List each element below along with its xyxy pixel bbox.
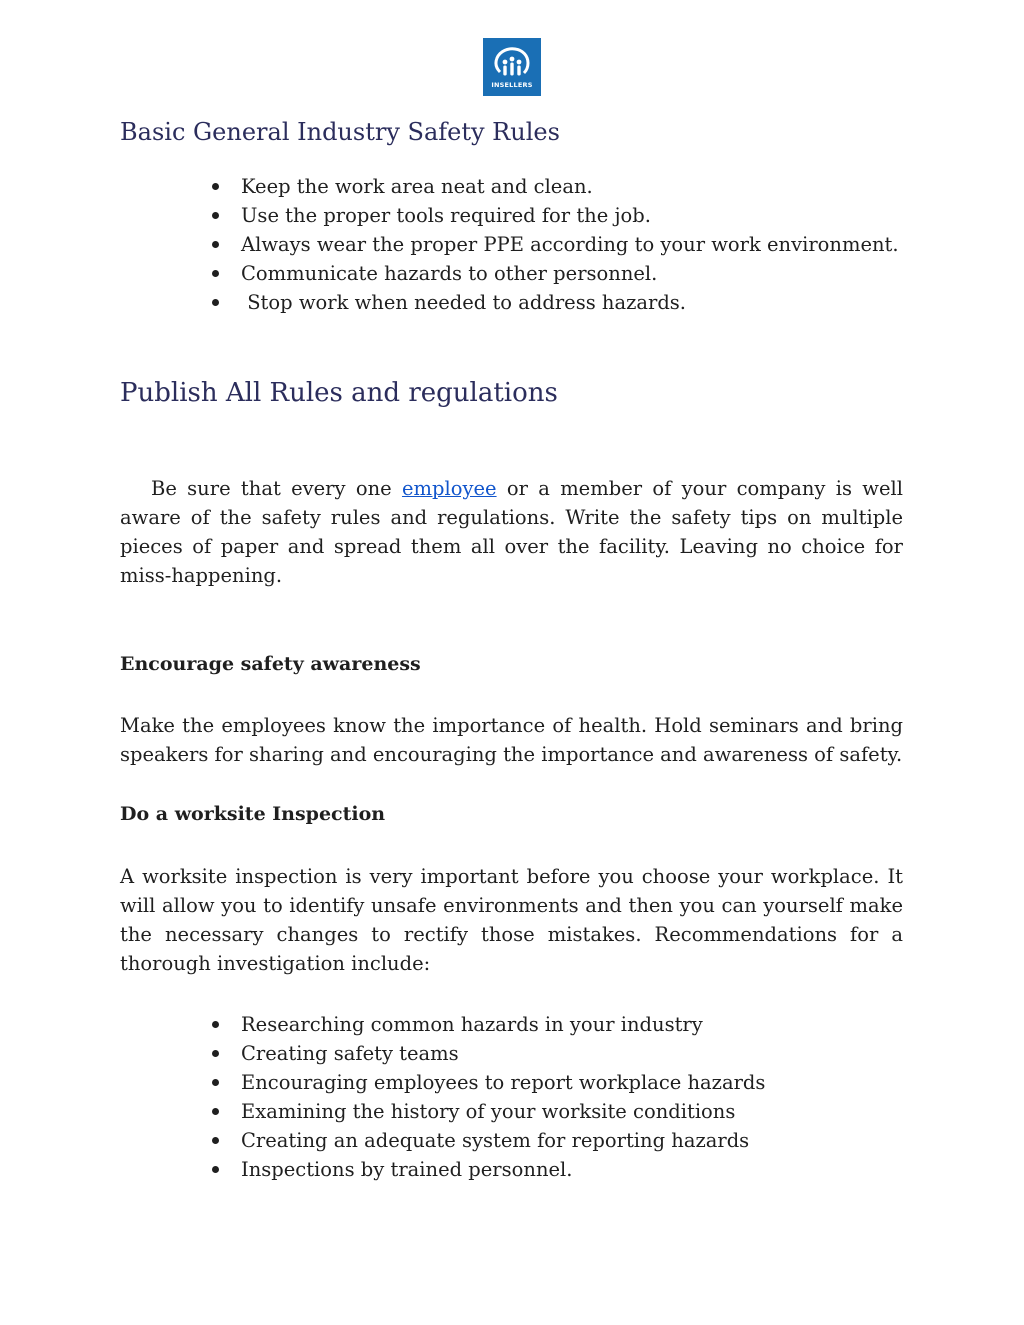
- section-heading-worksite-inspection: Do a worksite Inspection: [120, 803, 386, 825]
- list-item: Communicate hazards to other personnel.: [210, 259, 899, 288]
- publish-paragraph: [120, 474, 903, 590]
- employee-link[interactable]: employee: [401, 477, 497, 500]
- inspection-paragraph: A worksite inspection is very important before you choose your workplace. It will allow you to identify unsafe environments and then you can yourself make the necessary changes to rectify those mistakes. Recommendations for a thorough investigation include:: [120, 865, 903, 975]
- list-item: Stop work when needed to address hazards.: [210, 288, 899, 317]
- list-item: Researching common hazards in your industry: [210, 1010, 765, 1039]
- list-item: Encouraging employees to report workplace hazards: [210, 1068, 765, 1097]
- paragraph-text: or a member of your company is well aware of the safety rules and regulations. Write the safety tips on multiple pieces of paper and spread them all over the facility. Leaving no choice for miss-happening.: [120, 477, 903, 587]
- section-heading-encourage-awareness: Encourage safety awareness: [120, 653, 421, 675]
- list-item: Always wear the proper PPE according to your work environment.: [210, 230, 899, 259]
- paragraph-text: Be sure that every one: [151, 477, 402, 500]
- insellers-logo: [483, 38, 541, 96]
- list-item: Creating an adequate system for reporting hazards: [210, 1126, 765, 1155]
- list-item: Examining the history of your worksite conditions: [210, 1097, 765, 1126]
- awareness-paragraph: Make the employees know the importance of health. Hold seminars and bring speakers for sharing and encouraging the importance and awareness of safety.: [120, 714, 903, 766]
- list-item: Creating safety teams: [210, 1039, 765, 1068]
- list-item: Inspections by trained personnel.: [210, 1155, 765, 1184]
- logo-wordmark: INSELLERS: [491, 81, 533, 89]
- list-item: Use the proper tools required for the job.: [210, 201, 899, 230]
- section-heading-publish-rules: Publish All Rules and regulations: [120, 378, 558, 408]
- inspection-recommendations-list: [210, 1010, 765, 1184]
- list-item: Keep the work area neat and clean.: [210, 172, 899, 201]
- safety-rules-list: [210, 172, 899, 317]
- section-heading-basic-rules: Basic General Industry Safety Rules: [120, 118, 560, 146]
